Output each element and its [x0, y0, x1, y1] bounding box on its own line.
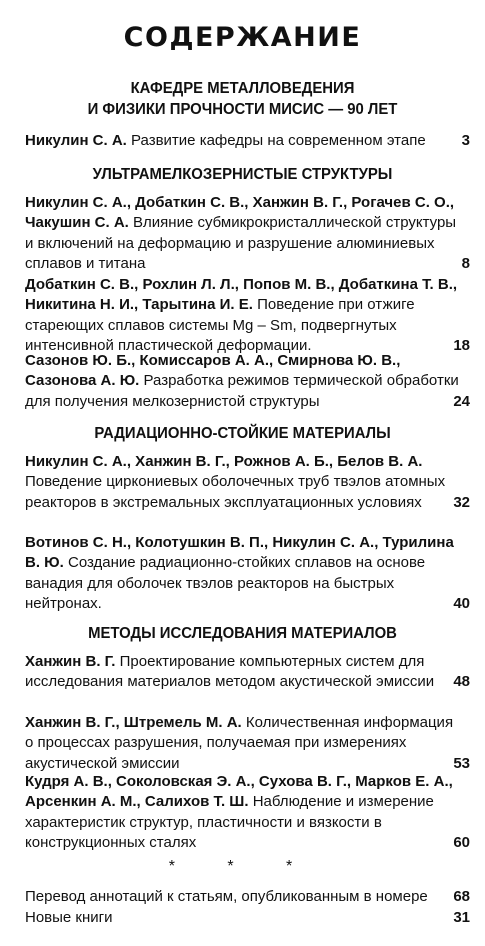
section-heading-line: МЕТОДЫ ИССЛЕДОВАНИЯ МАТЕРИАЛОВ: [88, 625, 397, 642]
entry-authors: Никулин С. А., Ханжин В. Г., Рожнов А. Б., Белов В. А.: [25, 453, 423, 470]
section-heading-line: УЛЬТРАМЕЛКОЗЕРНИСТЫЕ СТРУКТУРЫ: [92, 166, 393, 183]
entry-page: 3: [458, 131, 470, 151]
entry-authors: Добаткин С. В., Рохлин Л. Л., Попов М. В., Добаткина Т. В., Никитина Н. И., Тарытина И. Е.: [25, 276, 458, 314]
toc-entry-footer[interactable]: [25, 887, 470, 907]
section-heading-line: И ФИЗИКИ ПРОЧНОСТИ МИСИС — 90 ЛЕТ: [87, 101, 398, 118]
entry-title: Развитие кафедры на современном этапе: [131, 132, 426, 149]
toc-entry[interactable]: [25, 452, 470, 513]
entry-page: 48: [449, 672, 470, 692]
entry-page: 32: [449, 493, 470, 513]
entry-page: 24: [449, 392, 470, 412]
toc-entry[interactable]: [25, 713, 470, 774]
toc-entry[interactable]: [25, 351, 470, 412]
entry-title: Новые книги: [25, 909, 113, 926]
entry-authors: Сазонов Ю. Б., Комиссаров А. А., Смирнова Ю. В., Сазонова А. Ю.: [25, 352, 401, 390]
toc-entry[interactable]: [25, 193, 470, 275]
entry-authors: Никулин С. А., Добаткин С. В., Ханжин В. Г., Рогачев С. О., Чакушин С. А.: [25, 194, 455, 232]
entry-page: 40: [449, 594, 470, 614]
entry-page: 31: [449, 908, 470, 928]
section-heading-line: КАФЕДРЕ МЕТАЛЛОВЕДЕНИЯ: [130, 80, 355, 97]
entry-page: 68: [449, 887, 470, 907]
entry-title: Влияние субмикрокристаллической структуры и включений на деформацию и разрушение алюминиевых сплавов и титана: [25, 214, 457, 273]
toc-entry[interactable]: [25, 652, 470, 693]
entry-title: Поведение при отжиге стареющих сплавов системы Mg – Sm, подвергнутых интенсивной пластической деформации.: [25, 296, 415, 355]
entry-page: 8: [458, 254, 470, 274]
page-title: СОДЕРЖАНИЕ: [123, 22, 362, 53]
toc-entry[interactable]: [25, 131, 470, 151]
entry-authors: Вотинов С. Н., Колотушкин В. П., Никулин С. А., Турилина В. Ю.: [25, 534, 454, 572]
entry-authors: Кудря А. В., Соколовская Э. А., Сухова В. Г., Марков Е. А., Арсенкин А. М., Салихов Т. Ш.: [25, 773, 453, 811]
entry-title: Разработка режимов термической обработки для получения мелкозернистой структуры: [25, 372, 459, 410]
entry-page: 18: [449, 336, 470, 356]
toc-entry-footer[interactable]: [25, 908, 470, 928]
section-heading-radiation: [17, 423, 468, 444]
separator-asterisks: * * *: [168, 858, 317, 875]
toc-entry[interactable]: [25, 533, 470, 615]
section-heading-line: РАДИАЦИОННО-СТОЙКИЕ МАТЕРИАЛЫ: [94, 425, 391, 442]
toc-entry[interactable]: [25, 275, 470, 357]
entry-authors: Ханжин В. Г.: [25, 653, 116, 670]
entry-title: Наблюдение и измерение характеристик структур, пластичности и вязкости в конструкционных сталях: [25, 793, 434, 852]
entry-page: 60: [449, 833, 470, 853]
entry-title: Создание радиационно-стойких сплавов на основе ванадия для оболочек твэлов реакторов на быстрых нейтронах.: [25, 554, 426, 613]
entry-title: Поведение циркониевых оболочечных труб твэлов атомных реакторов в экстремальных эксплуатационных условиях: [25, 473, 446, 511]
entry-title: Проектирование компьютерных систем для исследования материалов методом акустической эмиссии: [25, 653, 435, 691]
entry-page: 53: [449, 754, 470, 774]
entry-title: Перевод аннотаций к статьям, опубликованным в номере: [25, 888, 428, 905]
entry-authors: Никулин С. А.: [25, 132, 127, 149]
section-heading-department: [17, 78, 468, 120]
entry-authors: Ханжин В. Г., Штремель М. А.: [25, 714, 242, 731]
toc-entry[interactable]: [25, 772, 470, 854]
section-heading-methods: [17, 623, 468, 644]
section-heading-ufg: [17, 164, 468, 185]
entry-title: Количественная информация о процессах разрушения, получаемая при измерениях акустической эмиссии: [25, 714, 454, 772]
